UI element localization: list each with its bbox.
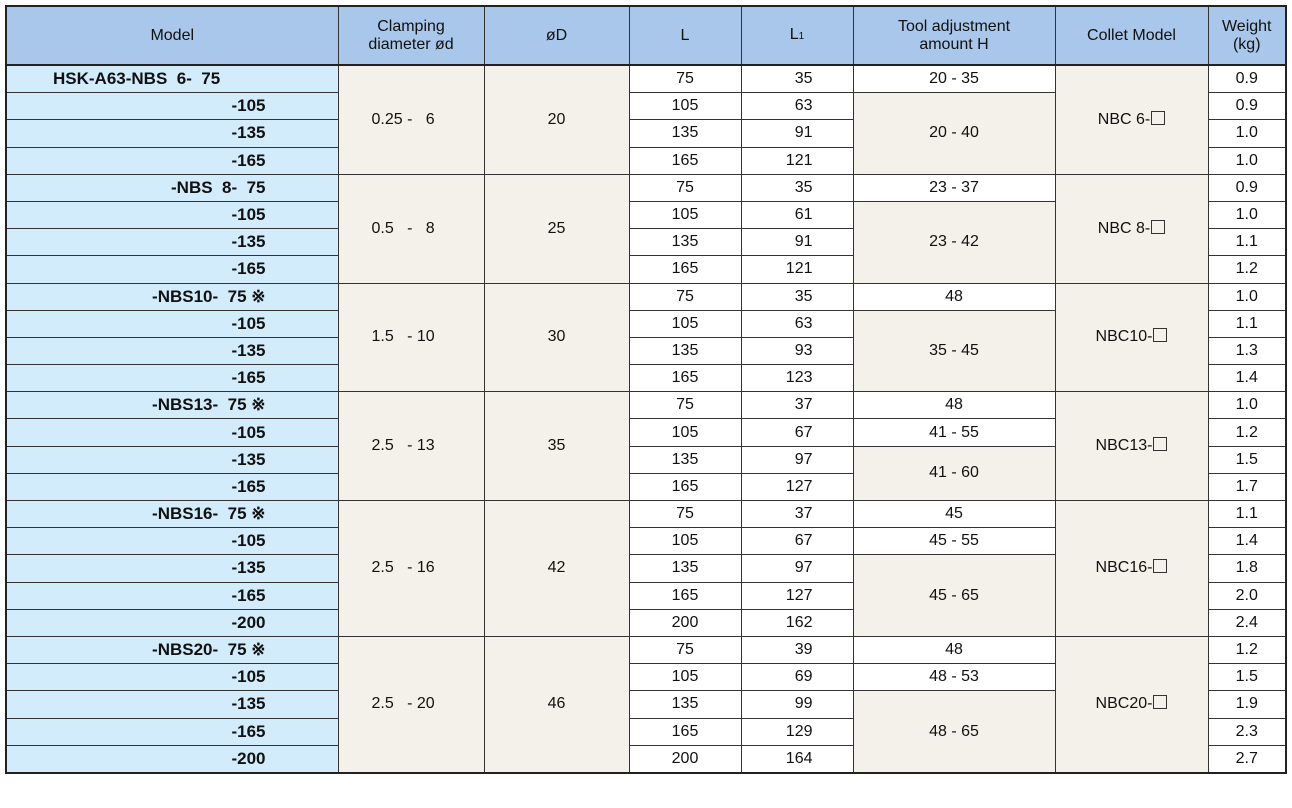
model-cell: -200 <box>6 609 338 636</box>
length-l1-cell: 97 <box>741 446 853 473</box>
tool-adjustment-cell: 48 - 53 <box>853 664 1055 691</box>
weight-cell: 1.5 <box>1208 664 1286 691</box>
length-l1-cell: 93 <box>741 337 853 364</box>
weight-cell: 1.0 <box>1208 120 1286 147</box>
model-cell: -135 <box>6 120 338 147</box>
collet-model-cell <box>1055 65 1208 174</box>
length-cell: 135 <box>629 337 741 364</box>
length-cell: 200 <box>629 745 741 773</box>
length-cell: 165 <box>629 147 741 174</box>
header-weight: Weight (kg) <box>1208 6 1286 65</box>
length-l1-cell: 37 <box>741 392 853 419</box>
header-clamping-diameter: Clamping diameter ød <box>338 6 484 65</box>
length-l1-cell: 35 <box>741 283 853 310</box>
weight-cell: 1.2 <box>1208 256 1286 283</box>
length-l1-cell: 67 <box>741 419 853 446</box>
model-cell: -105 <box>6 310 338 337</box>
model-cell: -165 <box>6 256 338 283</box>
length-cell: 75 <box>629 501 741 528</box>
collet-model-cell <box>1055 174 1208 283</box>
spec-table-container <box>5 5 1287 774</box>
length-cell: 105 <box>629 201 741 228</box>
weight-cell: 1.3 <box>1208 337 1286 364</box>
length-l1-cell: 121 <box>741 147 853 174</box>
model-cell: -165 <box>6 718 338 745</box>
model-cell: -135 <box>6 229 338 256</box>
table-row <box>6 392 1286 419</box>
weight-cell: 1.1 <box>1208 310 1286 337</box>
model-cell: -NBS10- 75 ※ <box>6 283 338 310</box>
length-l1-cell: 127 <box>741 582 853 609</box>
weight-cell: 2.7 <box>1208 745 1286 773</box>
weight-cell: 0.9 <box>1208 174 1286 201</box>
model-cell: -105 <box>6 664 338 691</box>
length-cell: 165 <box>629 365 741 392</box>
outer-diameter-cell: 20 <box>484 65 629 174</box>
clamping-diameter-cell: 0.25 - 6 <box>338 65 484 174</box>
length-l1-cell: 61 <box>741 201 853 228</box>
tool-adjustment-cell: 23 - 37 <box>853 174 1055 201</box>
outer-diameter-cell: 42 <box>484 501 629 637</box>
length-cell: 165 <box>629 582 741 609</box>
length-l1-cell: 97 <box>741 555 853 582</box>
model-cell: HSK-A63-NBS 6- 75 <box>6 65 338 93</box>
square-placeholder-icon <box>1153 559 1167 573</box>
model-cell: -105 <box>6 93 338 120</box>
weight-cell: 1.4 <box>1208 528 1286 555</box>
weight-cell: 2.4 <box>1208 609 1286 636</box>
table-row <box>6 283 1286 310</box>
tool-adjustment-cell: 23 - 42 <box>853 201 1055 283</box>
header-model: Model <box>6 6 338 65</box>
length-cell: 105 <box>629 419 741 446</box>
weight-cell: 1.2 <box>1208 419 1286 446</box>
tool-adjustment-cell: 41 - 60 <box>853 446 1055 500</box>
collet-model-label: NBC13- <box>1095 437 1153 455</box>
collet-model-cell <box>1055 392 1208 501</box>
length-cell: 75 <box>629 636 741 663</box>
length-l1-cell: 164 <box>741 745 853 773</box>
collet-model-cell <box>1055 636 1208 772</box>
tool-adjustment-cell: 48 <box>853 636 1055 663</box>
square-placeholder-icon <box>1153 328 1167 342</box>
model-cell: -135 <box>6 555 338 582</box>
length-l1-cell: 69 <box>741 664 853 691</box>
clamping-diameter-cell: 0.5 - 8 <box>338 174 484 283</box>
tool-adjustment-cell: 45 <box>853 501 1055 528</box>
weight-cell: 0.9 <box>1208 93 1286 120</box>
model-cell: -NBS13- 75 ※ <box>6 392 338 419</box>
square-placeholder-icon <box>1153 695 1167 709</box>
length-l1-cell: 127 <box>741 473 853 500</box>
table-row <box>6 65 1286 93</box>
length-l1-cell: 121 <box>741 256 853 283</box>
clamping-diameter-cell: 2.5 - 16 <box>338 501 484 637</box>
weight-cell: 1.4 <box>1208 365 1286 392</box>
weight-cell: 0.9 <box>1208 65 1286 93</box>
weight-cell: 1.7 <box>1208 473 1286 500</box>
length-cell: 135 <box>629 120 741 147</box>
clamping-diameter-cell: 1.5 - 10 <box>338 283 484 392</box>
spec-table-body <box>6 65 1286 773</box>
table-row <box>6 636 1286 663</box>
weight-cell: 1.2 <box>1208 636 1286 663</box>
length-l1-cell: 39 <box>741 636 853 663</box>
model-cell: -NBS20- 75 ※ <box>6 636 338 663</box>
length-l1-cell: 63 <box>741 93 853 120</box>
header-row <box>6 6 1286 65</box>
model-cell: -165 <box>6 365 338 392</box>
outer-diameter-cell: 46 <box>484 636 629 772</box>
tool-adjustment-cell: 41 - 55 <box>853 419 1055 446</box>
model-cell: -105 <box>6 201 338 228</box>
length-l1-cell: 67 <box>741 528 853 555</box>
weight-cell: 2.0 <box>1208 582 1286 609</box>
length-l1-cell: 91 <box>741 229 853 256</box>
model-cell: -135 <box>6 691 338 718</box>
length-cell: 75 <box>629 392 741 419</box>
weight-cell: 1.0 <box>1208 392 1286 419</box>
length-cell: 105 <box>629 528 741 555</box>
tool-adjustment-cell: 48 <box>853 283 1055 310</box>
length-l1-cell: 129 <box>741 718 853 745</box>
length-l1-cell: 99 <box>741 691 853 718</box>
length-cell: 165 <box>629 718 741 745</box>
header-length-l1: L1 <box>741 6 853 65</box>
length-cell: 135 <box>629 446 741 473</box>
collet-model-label: NBC20- <box>1095 695 1153 713</box>
weight-cell: 1.0 <box>1208 201 1286 228</box>
square-placeholder-icon <box>1153 437 1167 451</box>
tool-adjustment-cell: 20 - 35 <box>853 65 1055 93</box>
collet-model-cell <box>1055 283 1208 392</box>
length-l1-cell: 123 <box>741 365 853 392</box>
header-collet-model: Collet Model <box>1055 6 1208 65</box>
outer-diameter-cell: 30 <box>484 283 629 392</box>
weight-cell: 1.5 <box>1208 446 1286 473</box>
model-cell: -135 <box>6 446 338 473</box>
tool-adjustment-cell: 20 - 40 <box>853 93 1055 175</box>
collet-model-label: NBC16- <box>1095 559 1153 577</box>
collet-model-cell <box>1055 501 1208 637</box>
tool-adjustment-cell: 35 - 45 <box>853 310 1055 392</box>
length-cell: 165 <box>629 473 741 500</box>
model-cell: -165 <box>6 147 338 174</box>
length-l1-cell: 91 <box>741 120 853 147</box>
model-cell: -105 <box>6 528 338 555</box>
tool-adjustment-cell: 45 - 55 <box>853 528 1055 555</box>
weight-cell: 1.9 <box>1208 691 1286 718</box>
tool-adjustment-cell: 48 <box>853 392 1055 419</box>
outer-diameter-cell: 35 <box>484 392 629 501</box>
outer-diameter-cell: 25 <box>484 174 629 283</box>
weight-cell: 1.1 <box>1208 501 1286 528</box>
length-cell: 75 <box>629 283 741 310</box>
square-placeholder-icon <box>1151 111 1165 125</box>
length-l1-cell: 35 <box>741 65 853 93</box>
tool-adjustment-cell: 48 - 65 <box>853 691 1055 773</box>
length-cell: 135 <box>629 555 741 582</box>
model-cell: -200 <box>6 745 338 773</box>
length-cell: 165 <box>629 256 741 283</box>
weight-cell: 1.0 <box>1208 147 1286 174</box>
tool-adjustment-cell: 45 - 65 <box>853 555 1055 637</box>
header-length: L <box>629 6 741 65</box>
header-tool-adjustment: Tool adjustment amount H <box>853 6 1055 65</box>
length-cell: 200 <box>629 609 741 636</box>
collet-model-label: NBC10- <box>1095 328 1153 346</box>
length-l1-cell: 35 <box>741 174 853 201</box>
weight-cell: 1.8 <box>1208 555 1286 582</box>
clamping-diameter-cell: 2.5 - 13 <box>338 392 484 501</box>
model-cell: -NBS16- 75 ※ <box>6 501 338 528</box>
weight-cell: 1.0 <box>1208 283 1286 310</box>
header-outer-diameter: øD <box>484 6 629 65</box>
spec-table <box>5 5 1287 774</box>
length-l1-cell: 63 <box>741 310 853 337</box>
model-cell: -105 <box>6 419 338 446</box>
length-cell: 105 <box>629 310 741 337</box>
length-cell: 75 <box>629 65 741 93</box>
model-cell: -165 <box>6 582 338 609</box>
length-cell: 105 <box>629 664 741 691</box>
clamping-diameter-cell: 2.5 - 20 <box>338 636 484 772</box>
weight-cell: 2.3 <box>1208 718 1286 745</box>
square-placeholder-icon <box>1151 220 1165 234</box>
length-l1-cell: 162 <box>741 609 853 636</box>
length-cell: 135 <box>629 691 741 718</box>
table-row <box>6 174 1286 201</box>
length-l1-cell: 37 <box>741 501 853 528</box>
table-row <box>6 501 1286 528</box>
collet-model-label: NBC 8- <box>1097 219 1151 237</box>
collet-model-label: NBC 6- <box>1097 110 1151 128</box>
model-cell: -135 <box>6 337 338 364</box>
length-cell: 75 <box>629 174 741 201</box>
length-cell: 105 <box>629 93 741 120</box>
weight-cell: 1.1 <box>1208 229 1286 256</box>
model-cell: -NBS 8- 75 <box>6 174 338 201</box>
model-cell: -165 <box>6 473 338 500</box>
length-cell: 135 <box>629 229 741 256</box>
